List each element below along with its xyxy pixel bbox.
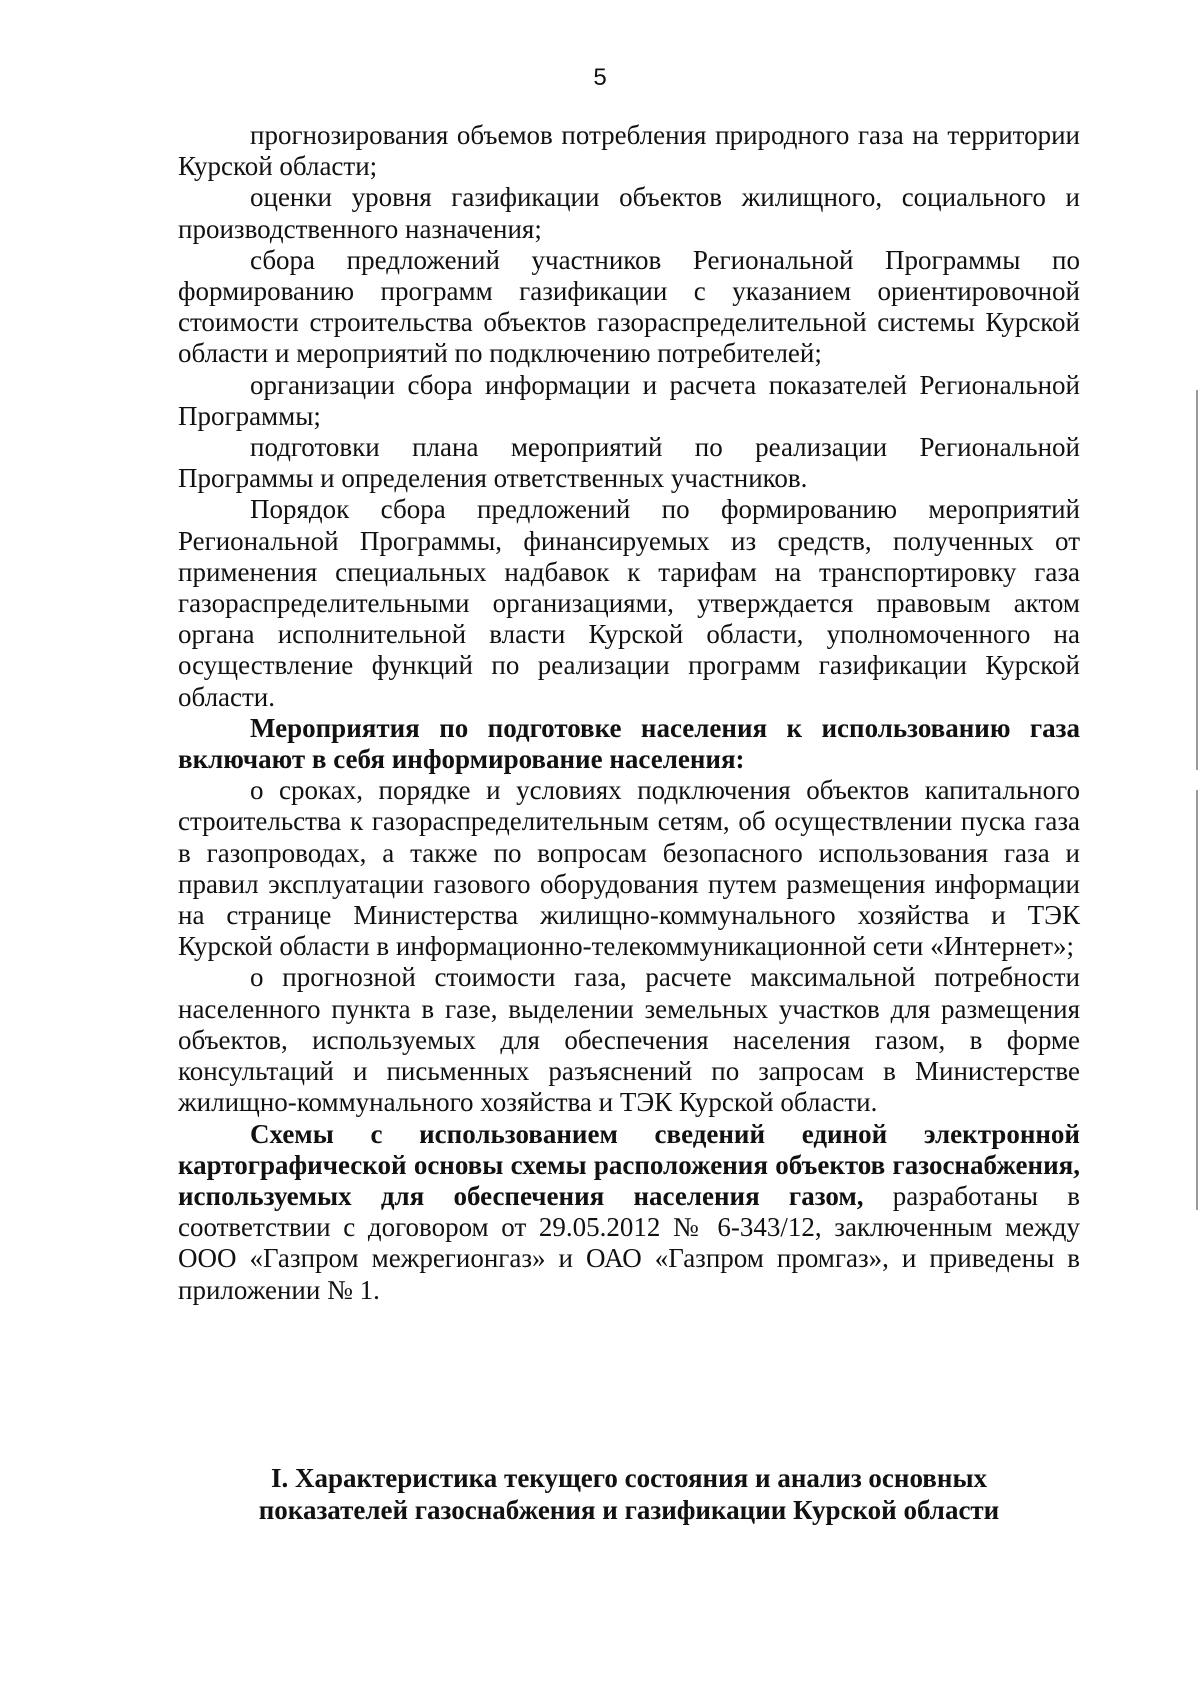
bold-lead-paragraph: Мероприятия по подготовке населения к использованию газа включают в себя информирование населения: — [178, 712, 1080, 775]
paragraph: организации сбора информации и расчета показателей Региональной Программы; — [178, 369, 1080, 431]
section-heading — [178, 1462, 1080, 1526]
schemes-paragraph-text: разработаны в соответствии с договором от 29.05.2012 № 6-343/12, заключенным между ООО «Газпром межрегионгаз» и ОАО «Газпром промгаз», и приведены в приложении № 1. — [178, 1180, 1080, 1305]
schemes-paragraph — [178, 1119, 1080, 1306]
paragraph: подготовки плана мероприятий по реализации Региональной Программы и определения ответственных участников. — [178, 432, 1080, 494]
page-number: 5 — [593, 64, 607, 91]
paragraph: о прогнозной стоимости газа, расчете максимальной потребности населенного пункта в газе, выделении земельных участков для размещения объектов, используемых для обеспечения населения газом, в форме консультаций и письменных разъяснений по запросам в Министерстве жилищно-коммунального хозяйства и ТЭК Курской области. — [178, 962, 1080, 1118]
section-heading-line2: показателей газоснабжения и газификации Курской области — [258, 1495, 1000, 1525]
paragraph: о сроках, порядке и условиях подключения объектов капитального строительства к газораспределительным сетям, об осуществлении пуска газа в газопроводах, а также по вопросам безопасного использования газа и правил эксплуатации газового оборудования путем размещения информации на странице Министерства жилищно-коммунального хозяйства и ТЭК Курской области в информационно-телекоммуникационной сети «Интернет»; — [178, 775, 1080, 962]
paragraph: прогнозирования объемов потребления природного газа на территории Курской области; — [178, 120, 1080, 182]
scan-edge-line — [1196, 790, 1198, 1210]
document-body — [178, 120, 1080, 1306]
paragraph: оценки уровня газификации объектов жилищного, социального и производственного назначения; — [178, 182, 1080, 244]
paragraph: Порядок сбора предложений по формированию мероприятий Региональной Программы, финансируемых из средств, полученных от применения специальных надбавок к тарифам на транспортировку газа газораспределительными организациями, утверждается правовым актом органа исполнительной власти Курской области, уполномоченного на осуществление функций по реализации программ газификации Курской области. — [178, 494, 1080, 712]
schemes-paragraph-bold: Схемы с использованием сведений единой электронной картографической основы схемы расположения объектов газоснабжения, используемых для обеспечения населения газом, — [178, 1118, 1080, 1211]
paragraph: сбора предложений участников Региональной Программы по формированию программ газификации с указанием ориентировочной стоимости строительства объектов газораспределительной системы Курской области и мероприятий по подключению потребителей; — [178, 244, 1080, 369]
section-heading-line1: I. Характеристика текущего состояния и анализ основных — [270, 1463, 988, 1493]
scan-edge-line — [1196, 390, 1198, 770]
